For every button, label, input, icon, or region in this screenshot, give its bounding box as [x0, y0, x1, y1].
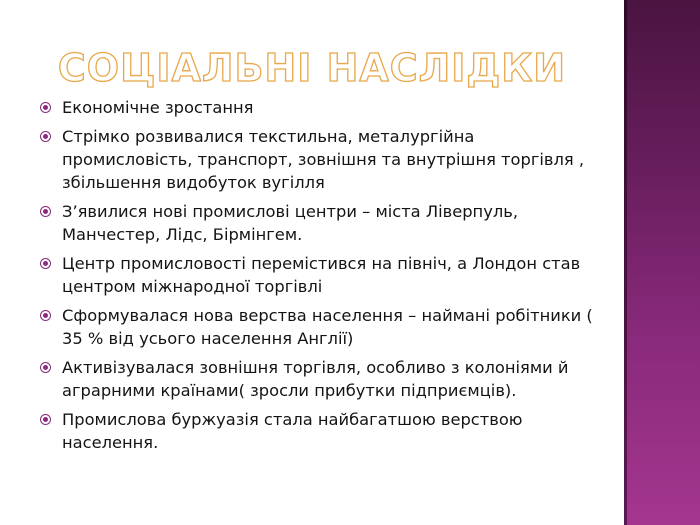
bullet-circle-icon [40, 362, 51, 373]
bullet-circle-icon [40, 131, 51, 142]
bullet-text: Центр промисловості перемістився на північ, а Лондон став центром міжнародної торгівлі [62, 254, 581, 296]
bullet-text: Сформувалася нова верства населення – наймані робітники ( 35 % від усього населення Англії) [62, 306, 593, 348]
bullet-circle-icon [40, 414, 51, 425]
list-item [40, 252, 600, 298]
bullet-text: Активізувалася зовнішня торгівля, особливо з колоніями й аграрними країнами( зросли прибутки підприємців). [62, 358, 569, 400]
list-item [40, 96, 600, 119]
bullet-circle-icon [40, 206, 51, 217]
list-item [40, 408, 600, 454]
bullet-text: Стрімко розвивалися текстильна, металургійна промисловість, транспорт, зовнішня та внутрішня торгівля , збільшення видобуток вугілля [62, 127, 585, 192]
list-item [40, 200, 600, 246]
list-item [40, 125, 600, 194]
bullet-text: Економічне зростання [62, 98, 254, 117]
bullet-circle-icon [40, 258, 51, 269]
bullet-list [40, 96, 600, 460]
decorative-side-band [624, 0, 700, 525]
slide-title: СОЦІАЛЬНІ НАСЛІДКИ [57, 46, 567, 90]
list-item [40, 304, 600, 350]
bullet-circle-icon [40, 310, 51, 321]
list-item [40, 356, 600, 402]
bullet-text: З’явилися нові промислові центри – міста Ліверпуль, Манчестер, Лідс, Бірмінгем. [62, 202, 519, 244]
bullet-text: Промислова буржуазія стала найбагатшою верствою населення. [62, 410, 523, 452]
bullet-circle-icon [40, 102, 51, 113]
